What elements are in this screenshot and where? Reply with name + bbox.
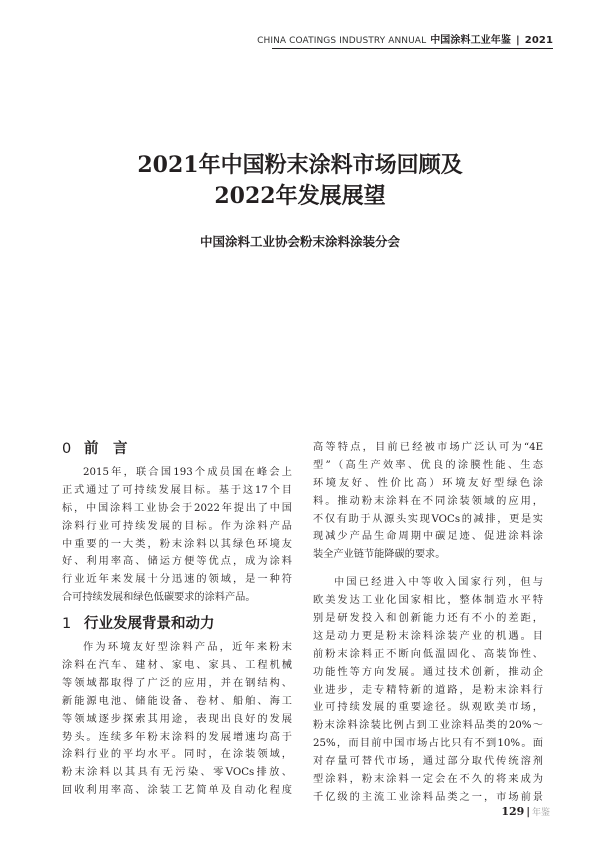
body-line: 好、利用率高、储运方便等优点，成为涂料	[62, 556, 292, 568]
body-line: 业进步，走专精特新的道路，是粉末涂料行	[313, 684, 543, 696]
right-column	[313, 439, 543, 807]
body-line: 回收利用率高、涂装工艺简单及自动化程度	[62, 785, 292, 797]
folio-tag: 年鉴	[531, 808, 550, 818]
body-line: 对存量可替代市场，通过部分取代传统溶剂	[313, 756, 543, 768]
body-line: 等领域逐步探索其用途，表现出良好的发展	[62, 713, 292, 725]
body-line: 中重要的一大类，粉末涂料以其绿色环境友	[62, 538, 292, 550]
body-line: 功能性等方向发展。通过技术创新，推动企	[313, 666, 543, 678]
body-line: 高等特点，目前已经被市场广泛认可为“4E	[313, 442, 543, 453]
body-line: 涂料在汽车、建材、家电、家具、工程机械	[62, 660, 292, 672]
body-line: 型涂料，粉末涂料一定会在不久的将来成为	[313, 774, 543, 786]
body-line: 涂料行业可持续发展的目标。作为涂料产品	[62, 520, 292, 532]
article-title-line-1: 2021年中国粉末涂料市场回顾及	[137, 152, 463, 178]
body-line: 型”（高生产效率、优良的涂膜性能、生态	[313, 459, 543, 471]
body-line: 别是研发投入和创新能力还有不小的差距，	[313, 613, 543, 625]
header-english-title: CHINA COATINGS INDUSTRY ANNUAL	[257, 36, 427, 46]
body-line: 粉末涂料涂装比例占到工业涂料品类的20%～	[313, 720, 543, 732]
body-line: 势头。连续多年粉末涂料的发展增速均高于	[62, 731, 292, 743]
body-line: 作为环境友好型涂料产品，近年来粉末	[83, 642, 292, 654]
body-line: 料。推动粉末涂料在不同涂装领域的应用，	[313, 495, 543, 507]
page-folio	[501, 805, 550, 818]
body-line: 标，中国涂料工业协会于2022年提出了中国	[62, 502, 292, 514]
body-line: 现减少产品生命周期中碳足迹、促进涂料涂	[313, 531, 543, 543]
body-line: 欧美发达工业化国家相比，整体制造水平特	[313, 595, 543, 607]
page-number: 129	[501, 805, 525, 818]
body-line: 2015年，联合国193个成员国在峰会上	[83, 467, 292, 478]
body-line: 25%，而目前中国市场占比只有不到10%。面	[313, 738, 543, 750]
body-line: 等领域都取得了广泛的应用，并在钢结构、	[62, 677, 292, 689]
section-heading-preface	[62, 438, 292, 461]
section-title: 前 言	[84, 441, 128, 457]
section-title: 行业发展背景和动力	[84, 616, 215, 633]
article-title	[0, 150, 600, 212]
body-line: 千亿级的主流工业涂料品类之一，市场前景	[313, 791, 543, 803]
body-line: 涂料行业的平均水平。同时，在涂装领域，	[62, 749, 292, 761]
header-year: 2021	[524, 35, 553, 46]
section-heading-background	[62, 613, 292, 636]
left-column	[62, 438, 292, 800]
body-line: 环境友好、性价比高）环境友好型绿色涂	[313, 477, 543, 489]
folio-separator: |	[526, 807, 530, 818]
article-title-line-2: 2022年发展展望	[214, 183, 386, 209]
body-line: 不仅有助于从源头实现VOCs的减排，更是实	[313, 513, 543, 525]
body-line: 中国已经进入中等收入国家行列，但与	[334, 577, 543, 589]
body-line: 粉末涂料以其具有无污染、零VOCs排放、	[62, 767, 292, 779]
body-line: 业可持续发展的重要途径。纵观欧美市场，	[313, 702, 543, 714]
paragraph-gap	[313, 564, 543, 574]
running-header	[257, 31, 553, 46]
section-number: 0	[62, 441, 72, 457]
body-line: 正式通过了可持续发展目标。基于这17个目	[62, 484, 292, 496]
body-line: 这是动力更是粉末涂料涂装产业的机遇。目	[313, 630, 543, 642]
header-separator: |	[516, 35, 520, 46]
body-line: 前粉末涂料正不断向低温固化、高装饰性、	[313, 648, 543, 660]
author-byline: 中国涂料工业协会粉末涂料涂装分会	[199, 234, 400, 249]
body-line: 装全产业链节能降碳的要求。	[313, 549, 446, 561]
body-line: 行业近年来发展十分迅速的领域，是一种符	[62, 574, 292, 586]
body-line: 新能源电池、储能设备、卷材、船舶、海工	[62, 695, 292, 707]
header-chinese-title: 中国涂料工业年鉴	[430, 35, 511, 46]
body-line: 合可持续发展和绿色低碳要求的涂料产品。	[62, 592, 256, 604]
section-number: 1	[62, 616, 72, 633]
header-rule	[272, 48, 553, 49]
